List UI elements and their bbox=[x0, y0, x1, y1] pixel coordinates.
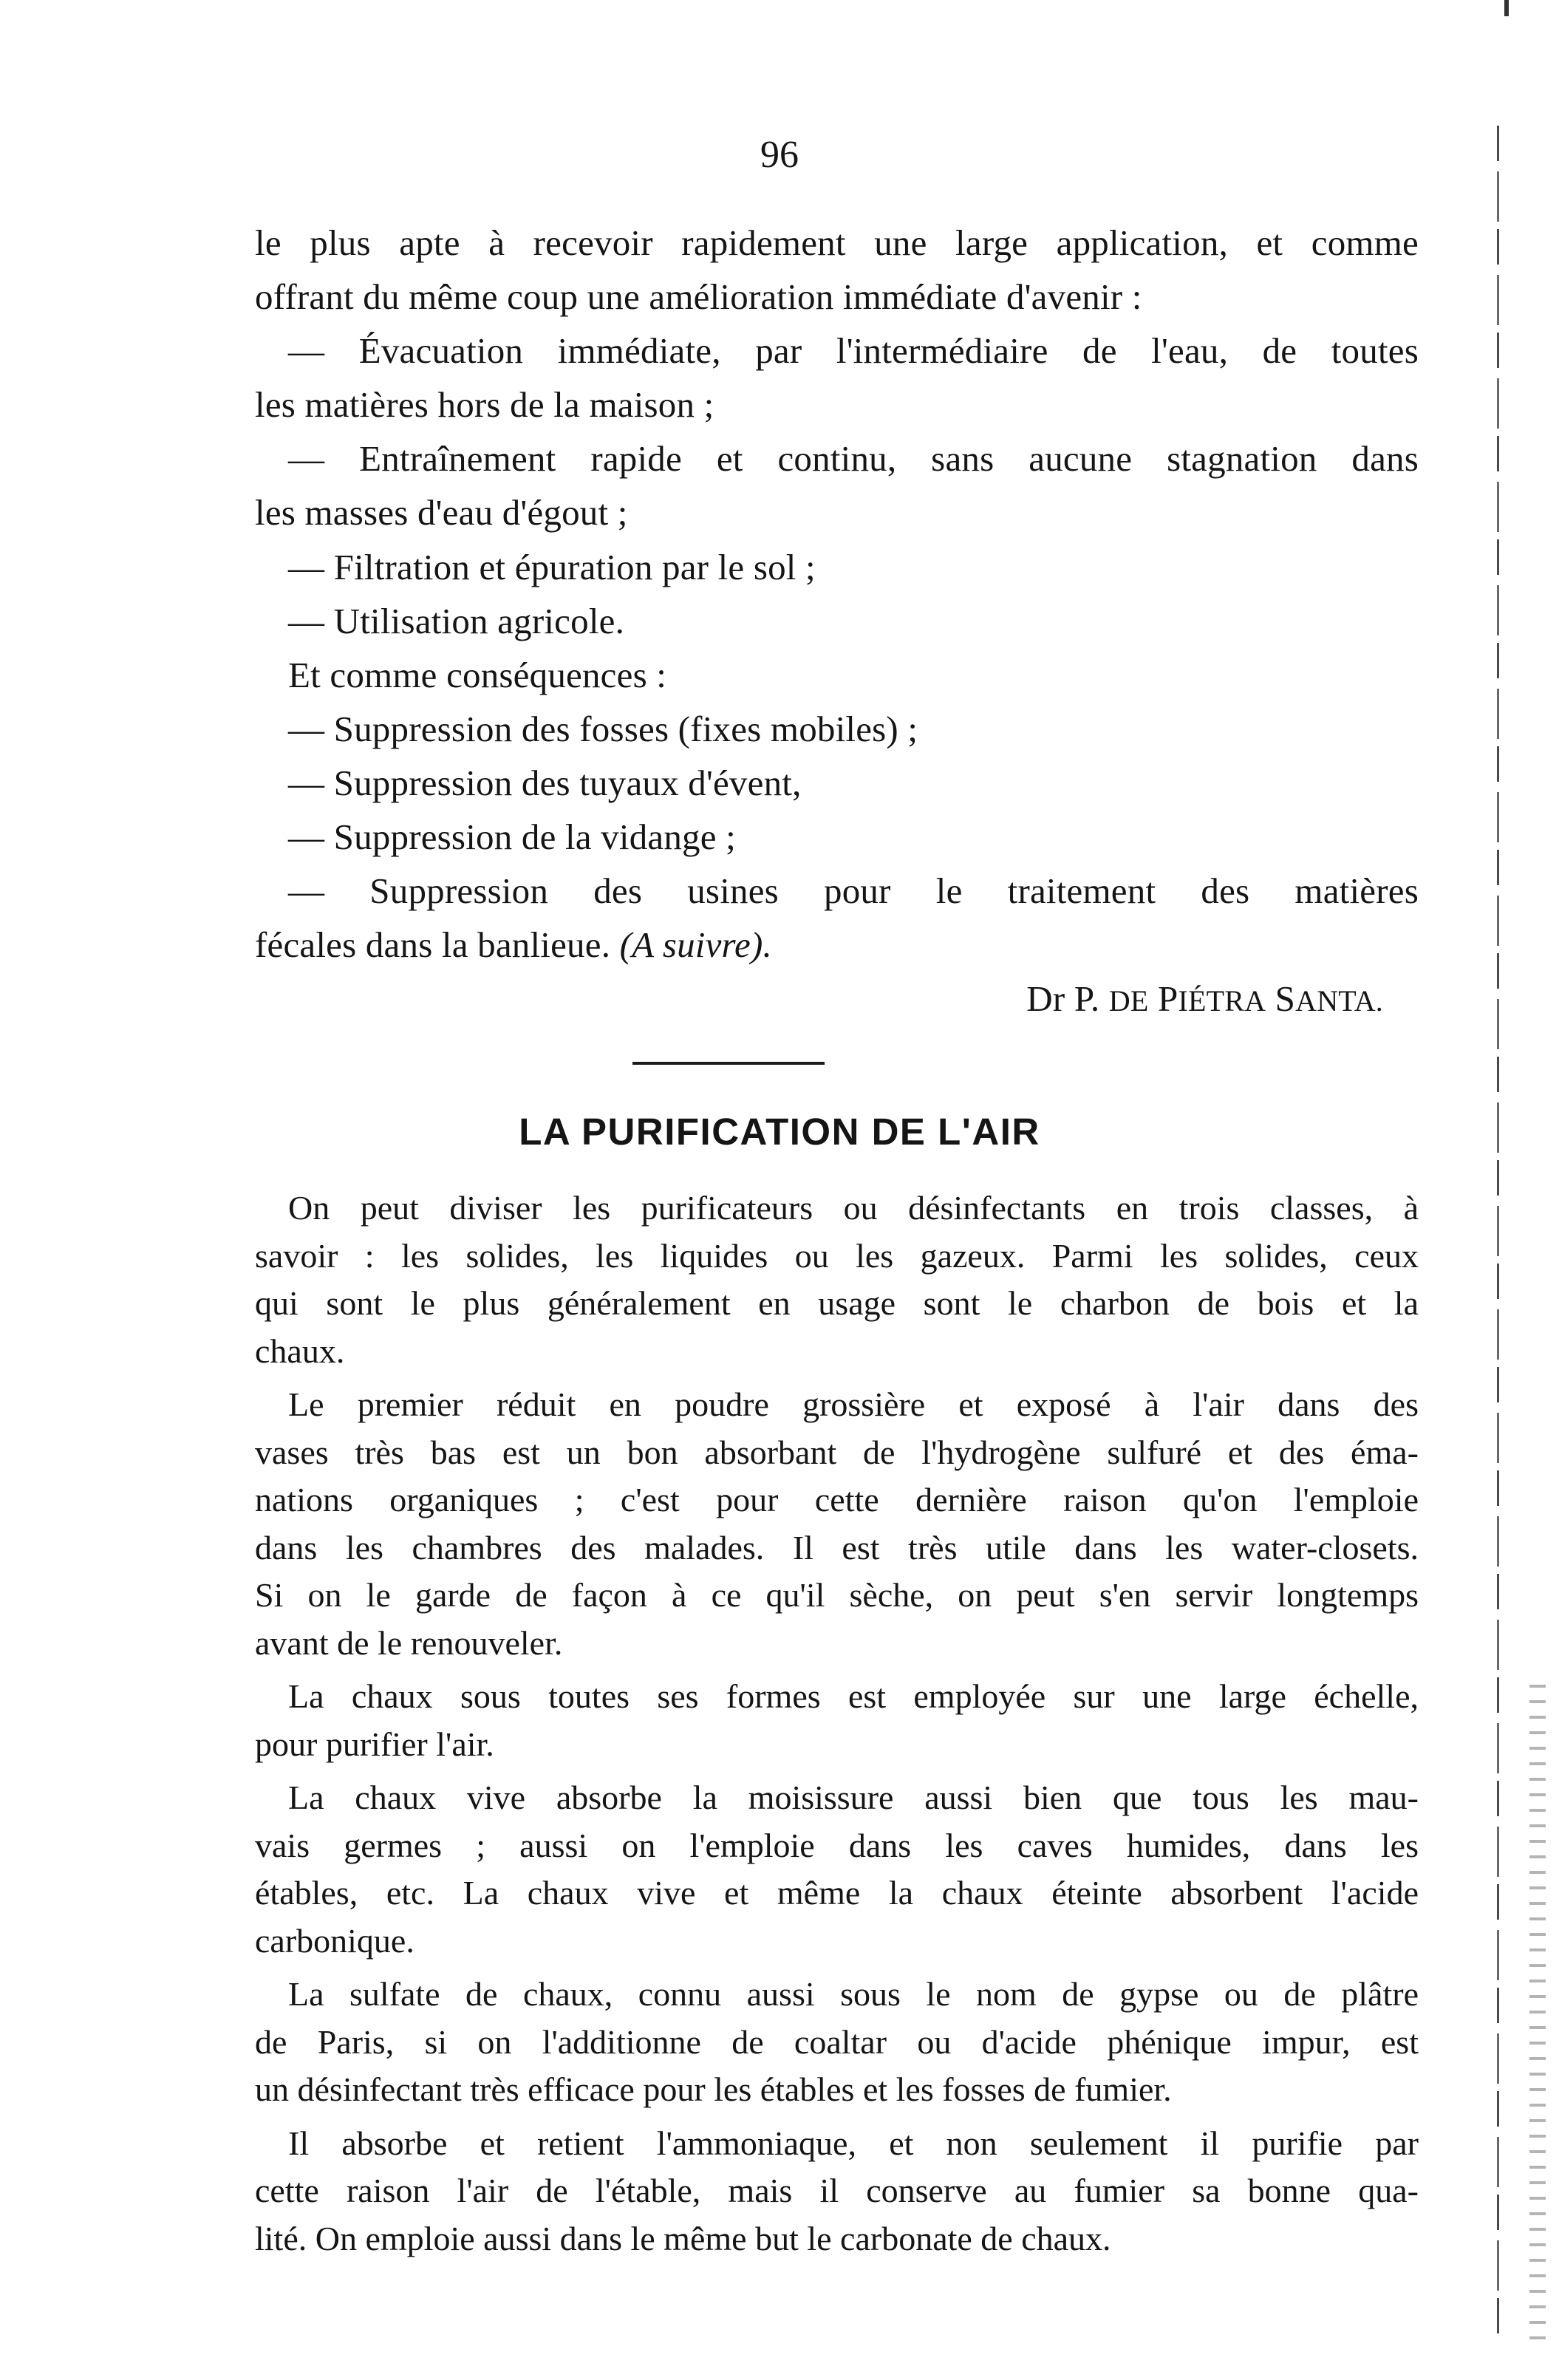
list-item: — Suppression des usines pour le traitement des matières bbox=[288, 870, 1419, 912]
signature-name-rest: ANTA. bbox=[1295, 984, 1383, 1018]
paragraph-gap bbox=[255, 1667, 1419, 1673]
paragraph-gap bbox=[255, 2114, 1419, 2120]
paragraph-line: vases très bas est un bon absorbant de l'hydrogène sulfuré et des éma- bbox=[255, 1433, 1419, 1471]
paragraph-line: pour purifier l'air. bbox=[255, 1725, 494, 1763]
paragraph-line: lité. On emploie aussi dans le même but le carbonate de chaux. bbox=[255, 2219, 1111, 2257]
scan-corner-mark bbox=[1504, 0, 1509, 16]
text-line: Et comme conséquences : bbox=[288, 654, 667, 695]
signature-name-rest: IÉTRA bbox=[1178, 984, 1266, 1018]
list-item: — Suppression des tuyaux d'évent, bbox=[288, 762, 802, 803]
text-line: offrant du même coup une amélioration immédiate d'avenir : bbox=[255, 276, 1142, 318]
paragraph-gap bbox=[255, 1375, 1419, 1381]
list-item: — Suppression des fosses (fixes mobiles) ; bbox=[288, 708, 918, 749]
paragraph-line: avant de le renouveler. bbox=[255, 1623, 563, 1662]
list-item: — Évacuation immédiate, par l'intermédiaire de l'eau, de toutes bbox=[288, 330, 1419, 372]
signature-name-initial: P bbox=[1157, 978, 1178, 1020]
page-number: 96 bbox=[760, 134, 799, 176]
binding-edge-specks bbox=[1529, 1685, 1546, 2350]
paragraph-line: carbonique. bbox=[255, 1921, 415, 1960]
paragraph-line: Il absorbe et retient l'ammoniaque, et non seulement il purifie par bbox=[288, 2124, 1419, 2162]
text-line: les masses d'eau d'égout ; bbox=[255, 492, 628, 533]
a-suivre-note: (A suivre). bbox=[619, 924, 772, 966]
paragraph-line: un désinfectant très efficace pour les étables et les fosses de fumier. bbox=[255, 2070, 1172, 2108]
text-line: les matières hors de la maison ; bbox=[255, 384, 714, 426]
list-item: — Utilisation agricole. bbox=[288, 600, 625, 641]
paragraph-line: nations organiques ; c'est pour cette dernière raison qu'on l'emploie bbox=[255, 1481, 1419, 1518]
paragraph-line: On peut diviser les purificateurs ou désinfectants en trois classes, à bbox=[288, 1189, 1419, 1227]
paragraph-line: savoir : les solides, les liquides ou les gazeux. Parmi les solides, ceux bbox=[255, 1236, 1419, 1275]
section-divider bbox=[632, 1062, 825, 1065]
signature-title: Dr bbox=[1026, 978, 1065, 1020]
signature-name-initial: S bbox=[1275, 978, 1296, 1020]
author-signature bbox=[255, 972, 1419, 1028]
paragraph-line: La chaux vive absorbe la moisissure aussi bien que tous les mau- bbox=[288, 1779, 1419, 1816]
paragraph-gap bbox=[255, 1965, 1419, 1971]
paragraph-line: Si on le garde de façon à ce qu'il sèche, on peut s'en servir longtemps bbox=[255, 1576, 1419, 1614]
text-fragment: fécales dans la banlieue. bbox=[255, 924, 611, 966]
text-line: le plus apte à recevoir rapidement une large application, et comme bbox=[255, 222, 1419, 263]
text-line bbox=[255, 918, 1419, 972]
signature-initial: P. bbox=[1074, 978, 1100, 1020]
list-item: — Entraînement rapide et continu, sans aucune stagnation dans bbox=[288, 438, 1419, 480]
paragraph-gap bbox=[255, 1768, 1419, 1774]
binding-edge-shadow bbox=[1497, 126, 1499, 2335]
paragraph-line: cette raison l'air de l'étable, mais il conserve au fumier sa bonne qua- bbox=[255, 2172, 1419, 2209]
list-item: — Suppression de la vidange ; bbox=[288, 816, 736, 858]
article-body bbox=[255, 1184, 1419, 2263]
paragraph-line: dans les chambres des malades. Il est très utile dans les water-closets. bbox=[255, 1528, 1419, 1566]
signature-particle: DE bbox=[1108, 984, 1149, 1018]
paragraph-line: étables, etc. La chaux vive et même la chaux éteinte absorbent l'acide bbox=[255, 1874, 1419, 1912]
article-title: LA PURIFICATION DE L'AIR bbox=[519, 1111, 1040, 1153]
previous-article-ending bbox=[255, 216, 1419, 1028]
paragraph-line: Le premier réduit en poudre grossière et exposé à l'air dans des bbox=[288, 1385, 1419, 1423]
paragraph-line: chaux. bbox=[255, 1331, 345, 1370]
paragraph-line: La chaux sous toutes ses formes est employée sur une large échelle, bbox=[288, 1677, 1419, 1715]
paragraph-line: vais germes ; aussi on l'emploie dans les caves humides, dans les bbox=[255, 1826, 1419, 1864]
list-item: — Filtration et épuration par le sol ; bbox=[288, 546, 816, 587]
paragraph-line: La sulfate de chaux, connu aussi sous le nom de gypse ou de plâtre bbox=[288, 1975, 1419, 2013]
paragraph-line: qui sont le plus généralement en usage sont le charbon de bois et la bbox=[255, 1284, 1419, 1322]
paragraph-line: de Paris, si on l'additionne de coaltar ou d'acide phénique impur, est bbox=[255, 2022, 1419, 2061]
